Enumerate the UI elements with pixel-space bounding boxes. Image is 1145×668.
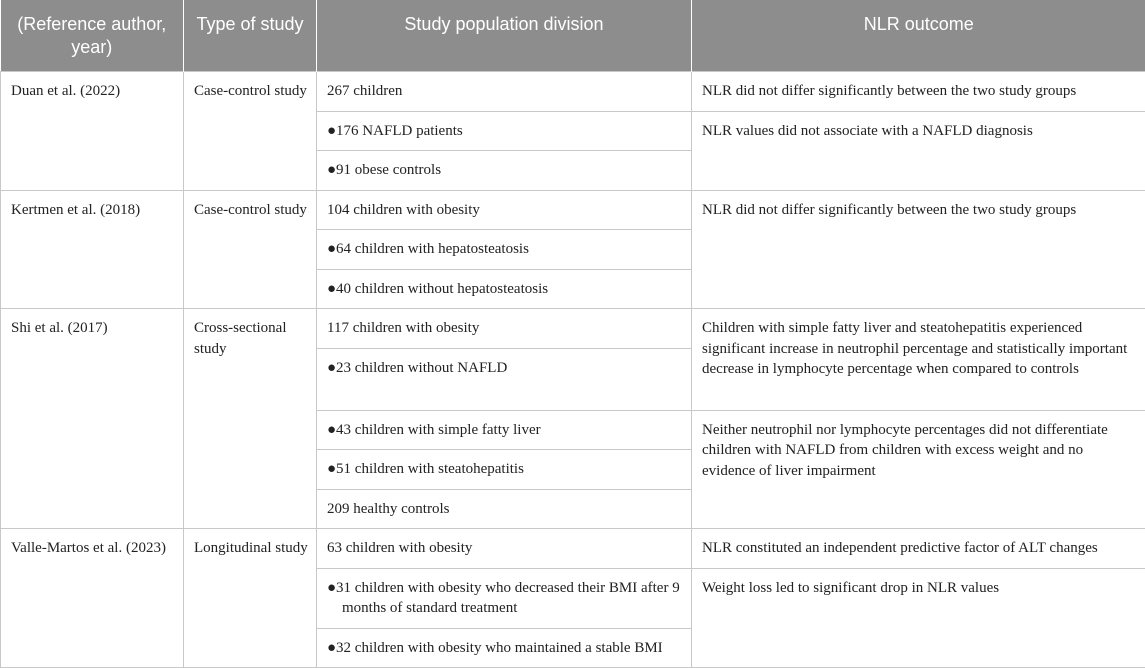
reference-cell: Kertmen et al. (2018): [1, 190, 184, 309]
population-cell: 209 healthy controls: [317, 489, 692, 529]
population-cell: ●51 children with steatohepatitis: [317, 450, 692, 490]
header-reference: (Reference author, year): [1, 0, 184, 72]
type-cell: Cross-sectional study: [184, 309, 317, 529]
type-cell: Case-control study: [184, 190, 317, 309]
header-row: [1, 0, 1145, 72]
population-cell: ●64 children with hepatosteatosis: [317, 230, 692, 270]
population-cell: ●23 children without NAFLD: [317, 348, 692, 410]
header-population: Study population division: [317, 0, 692, 72]
population-cell: 63 children with obesity: [317, 529, 692, 569]
population-cell: ●32 children with obesity who maintained a stable BMI: [317, 628, 692, 668]
type-cell: Case-control study: [184, 72, 317, 191]
population-cell: [317, 568, 692, 628]
table-row: [1, 72, 1145, 112]
population-cell: ●40 children without hepatosteatosis: [317, 269, 692, 309]
outcome-cell: NLR values did not associate with a NAFLD diagnosis: [692, 111, 1145, 190]
outcome-cell: Neither neutrophil nor lymphocyte percentages did not differentiate children with NAFLD from children with excess weight and no evidence of liver impairment: [692, 410, 1145, 529]
outcome-cell: NLR did not differ significantly between the two study groups: [692, 190, 1145, 309]
type-cell: Longitudinal study: [184, 529, 317, 668]
population-cell: ●176 NAFLD patients: [317, 111, 692, 151]
reference-cell: Shi et al. (2017): [1, 309, 184, 529]
reference-cell: Valle-Martos et al. (2023): [1, 529, 184, 668]
outcome-cell: NLR did not differ significantly between the two study groups: [692, 72, 1145, 112]
table-row: [1, 190, 1145, 230]
table-row: [1, 529, 1145, 569]
header-outcome: NLR outcome: [692, 0, 1145, 72]
outcome-cell: Weight loss led to significant drop in NLR values: [692, 568, 1145, 668]
population-cell: 267 children: [317, 72, 692, 112]
outcome-cell: Children with simple fatty liver and steatohepatitis experienced significant increase in neutrophil percentage and statistically important decrease in lymphocyte percentage when compared to controls: [692, 309, 1145, 411]
population-cell: ●91 obese controls: [317, 151, 692, 191]
reference-cell: Duan et al. (2022): [1, 72, 184, 191]
population-cell: 104 children with obesity: [317, 190, 692, 230]
population-text: ●31 children with obesity who decreased their BMI after 9 months of standard treatment: [327, 578, 683, 619]
population-cell: ●43 children with simple fatty liver: [317, 410, 692, 450]
header-type: Type of study: [184, 0, 317, 72]
outcome-cell: NLR constituted an independent predictive factor of ALT changes: [692, 529, 1145, 569]
table-row: [1, 309, 1145, 349]
population-cell: 117 children with obesity: [317, 309, 692, 349]
